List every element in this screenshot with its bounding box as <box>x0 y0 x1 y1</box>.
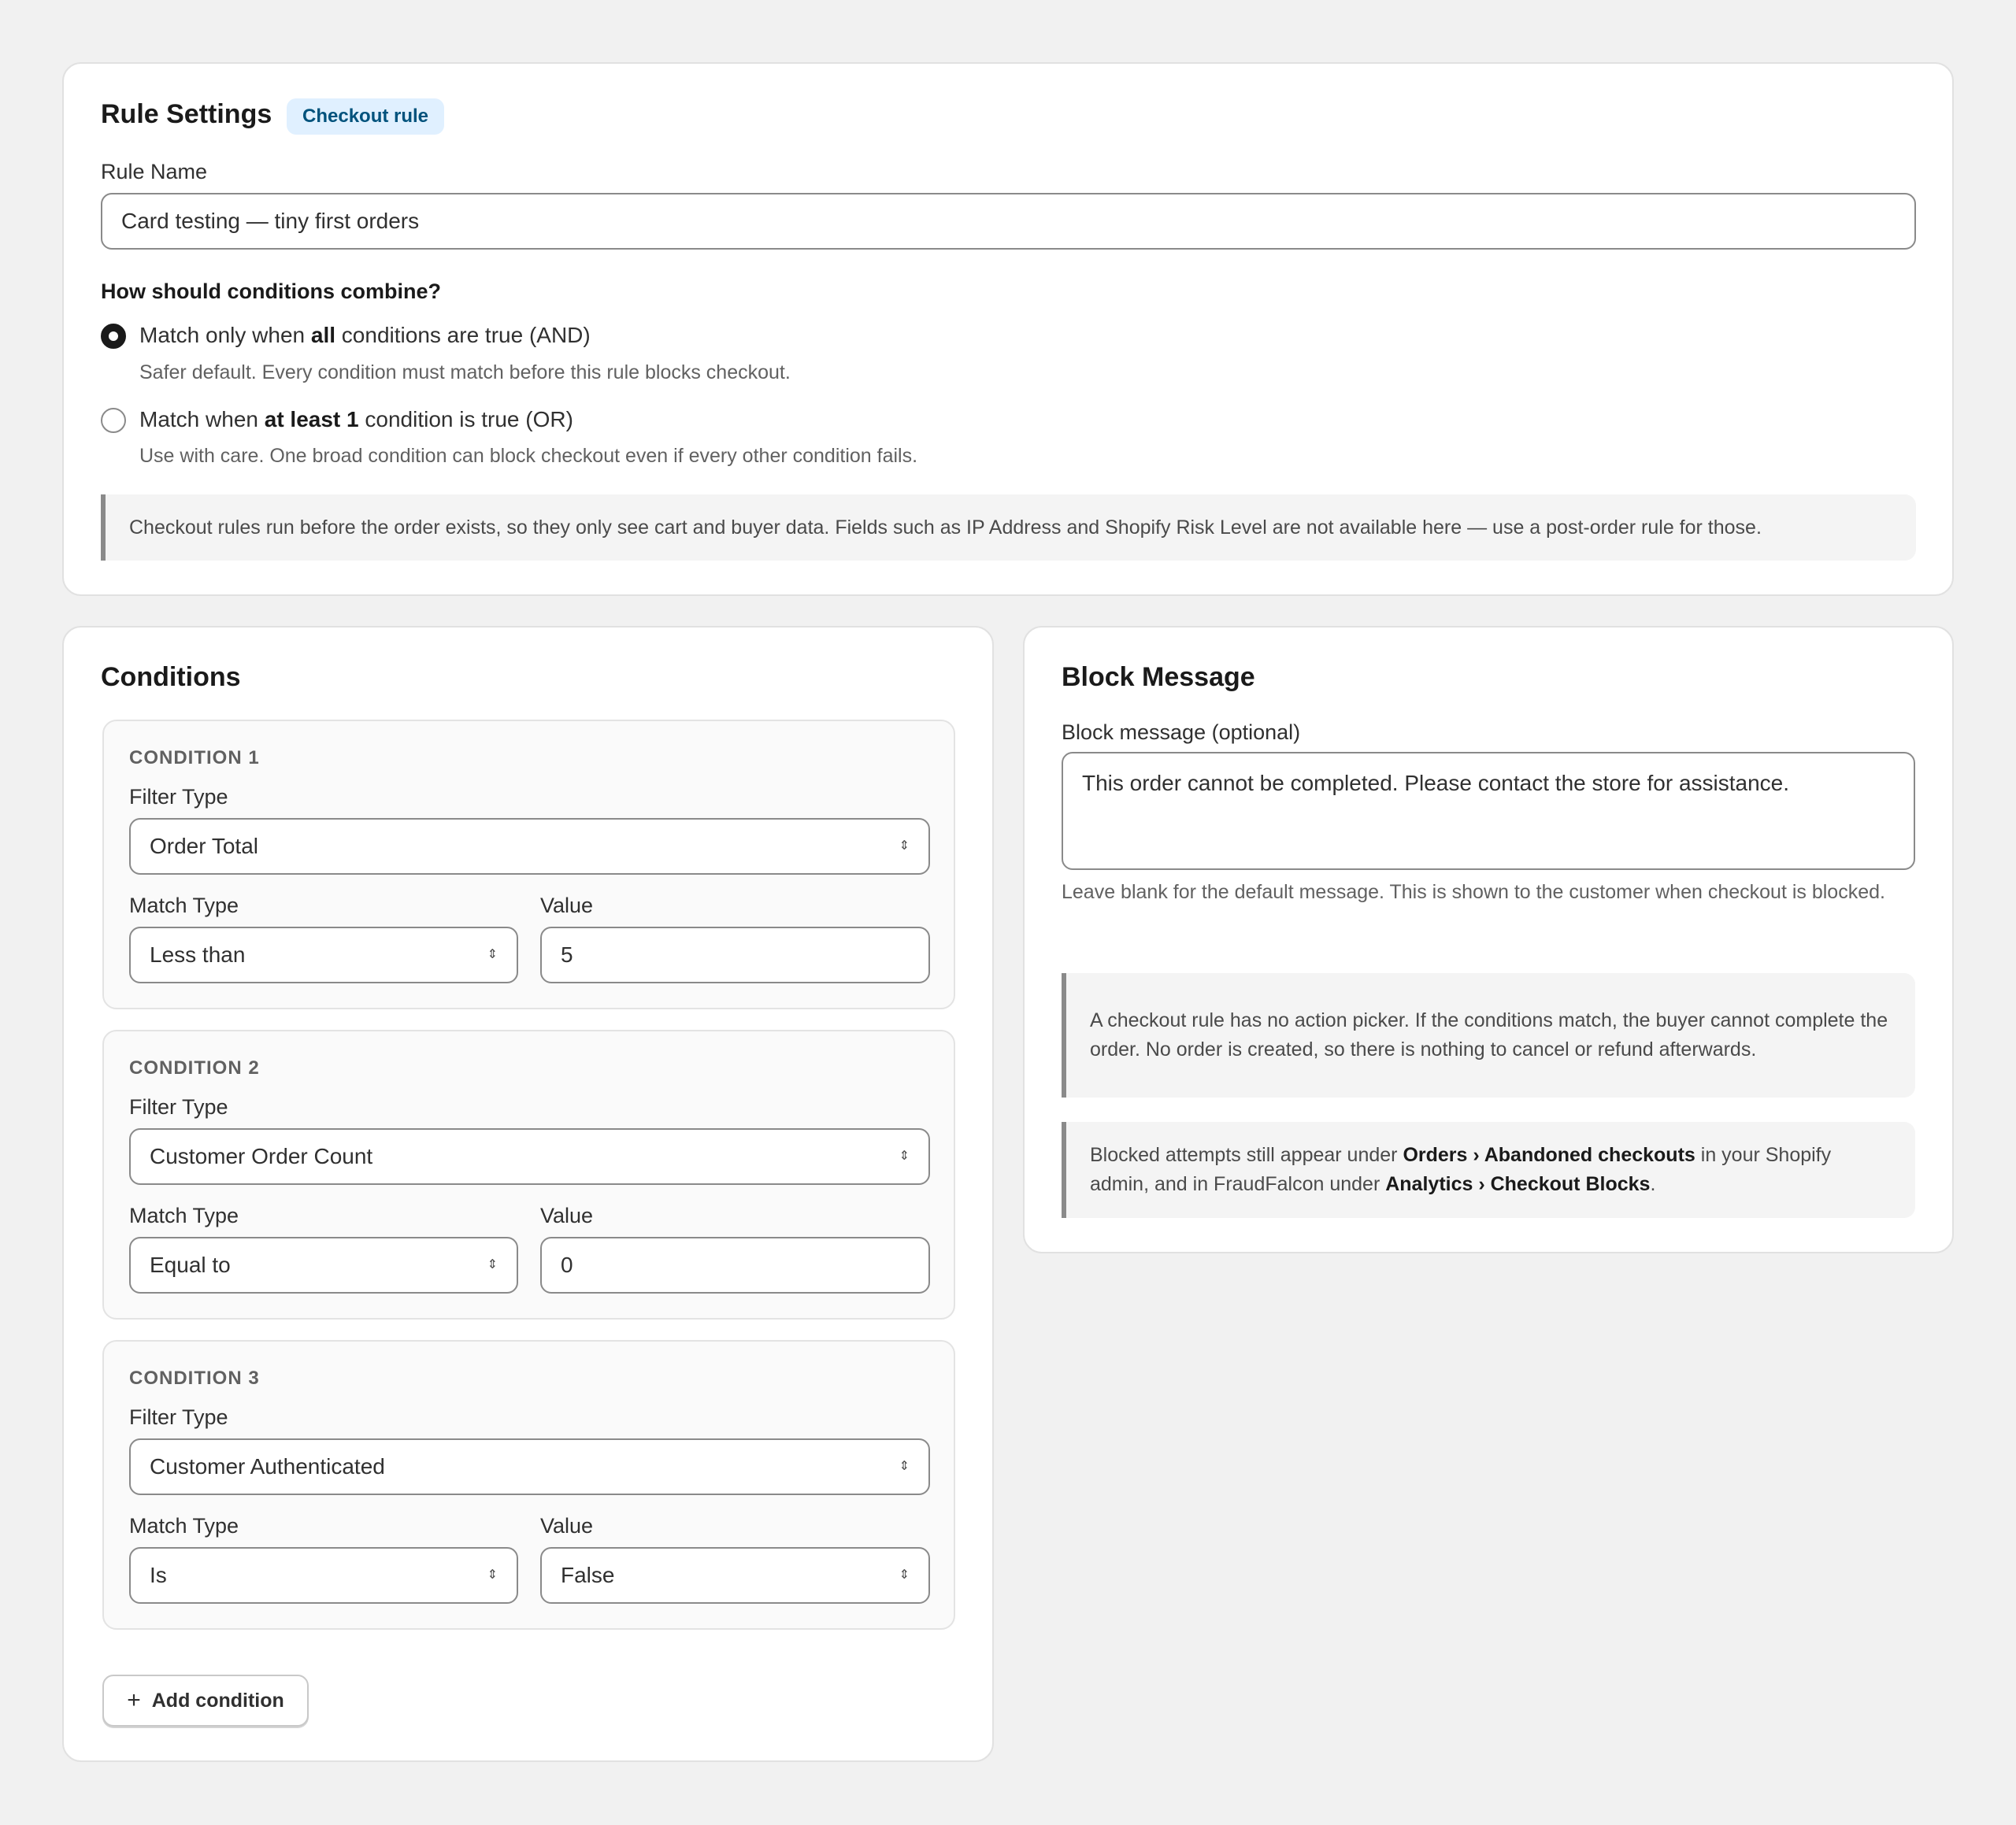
select-chevron-icon: ⇕ <box>899 839 910 853</box>
blocked-attempts-t1: Blocked attempts still appear under <box>1090 1144 1403 1166</box>
filter-type-select[interactable] <box>129 1128 930 1185</box>
block-message-help: Leave blank for the default message. This is shown to the customer when checkout is blocked. <box>1062 881 1885 903</box>
radio-and-label-bold: all <box>310 323 336 347</box>
filter-type-label: Filter Type <box>129 1405 228 1429</box>
block-message-title: Block Message <box>1062 662 1255 692</box>
value-label: Value <box>540 894 594 917</box>
filter-type-label: Filter Type <box>129 785 228 809</box>
select-chevron-icon: ⇕ <box>487 1568 498 1582</box>
select-chevron-icon: ⇕ <box>487 1258 498 1272</box>
block-message-card <box>1023 626 1954 1253</box>
filter-type-label: Filter Type <box>129 1095 228 1119</box>
blocked-attempts-t2: in your Shopify admin, and in FraudFalcon under <box>1090 1144 1832 1195</box>
value-label: Value <box>540 1204 594 1227</box>
match-type-select[interactable] <box>129 1237 518 1294</box>
block-message-value: This order cannot be completed. Please contact the store for assistance. <box>1082 771 1790 795</box>
select-chevron-icon: ⇕ <box>899 1149 910 1163</box>
conditions-title: Conditions <box>101 662 241 692</box>
select-chevron-icon: ⇕ <box>899 1460 910 1473</box>
match-type-value: Is <box>150 1563 167 1587</box>
condition-heading: CONDITION 1 <box>129 747 260 768</box>
rule-settings-card <box>62 62 1954 596</box>
no-action-callout <box>1062 973 1915 1098</box>
no-action-text: A checkout rule has no action picker. If the conditions match, the buyer cannot complete the order. No order is created, so there is nothing to cancel or refund afterwards. <box>1090 1009 1888 1061</box>
radio-and-label[interactable] <box>139 323 591 348</box>
condition-heading: CONDITION 3 <box>129 1368 260 1389</box>
value-input[interactable] <box>540 1237 930 1294</box>
radio-or-label-post: condition is true (OR) <box>358 407 573 431</box>
match-type-value: Equal to <box>150 1253 231 1277</box>
condition-card <box>102 1030 955 1320</box>
match-type-select[interactable] <box>129 927 518 983</box>
checkout-info-text: Checkout rules run before the order exists, so they only see cart and buyer data. Fields such as IP Address and Shopify Risk Level are not available here — use a post-order rule for those. <box>129 516 1762 539</box>
match-type-select[interactable] <box>129 1547 518 1604</box>
checkout-info-callout <box>101 494 1916 561</box>
radio-and[interactable] <box>101 324 126 349</box>
filter-type-value: Order Total <box>150 834 258 858</box>
radio-or[interactable] <box>101 408 126 433</box>
block-message-label: Block message (optional) <box>1062 720 1301 744</box>
condition-card <box>102 720 955 1009</box>
abandoned-checkouts-path: Orders › Abandoned checkouts <box>1403 1144 1695 1166</box>
radio-and-label-post: conditions are true (AND) <box>335 323 591 347</box>
checkout-blocks-path: Analytics › Checkout Blocks <box>1385 1173 1651 1195</box>
rule-settings-title: Rule Settings <box>101 99 272 129</box>
blocked-attempts-t3: . <box>1650 1173 1656 1195</box>
select-chevron-icon: ⇕ <box>487 948 498 961</box>
add-condition-label: Add condition <box>151 1689 284 1712</box>
filter-type-select[interactable] <box>129 818 930 875</box>
filter-type-select[interactable] <box>129 1438 930 1495</box>
plus-icon: + <box>127 1687 141 1713</box>
rule-name-input[interactable] <box>101 193 1916 250</box>
rule-name-label: Rule Name <box>101 160 208 183</box>
radio-or-label-pre: Match when <box>139 407 265 431</box>
match-type-label: Match Type <box>129 894 239 917</box>
combine-question: How should conditions combine? <box>101 279 441 303</box>
value-input-value: 0 <box>561 1253 573 1277</box>
condition-card <box>102 1340 955 1630</box>
match-type-label: Match Type <box>129 1514 239 1538</box>
filter-type-value: Customer Authenticated <box>150 1454 385 1479</box>
blocked-attempts-callout <box>1062 1122 1915 1218</box>
filter-type-value: Customer Order Count <box>150 1144 373 1168</box>
block-message-textarea[interactable] <box>1062 752 1915 870</box>
match-type-value: Less than <box>150 942 246 967</box>
blocked-attempts-text <box>1090 1141 1892 1199</box>
radio-or-label[interactable] <box>139 407 573 432</box>
match-type-label: Match Type <box>129 1204 239 1227</box>
value-label: Value <box>540 1514 594 1538</box>
value-select-value: False <box>561 1563 615 1587</box>
conditions-card <box>62 626 994 1762</box>
radio-and-label-pre: Match only when <box>139 323 311 347</box>
add-condition-button[interactable] <box>102 1675 309 1727</box>
rule-name-value: Card testing — tiny first orders <box>121 209 420 233</box>
condition-heading: CONDITION 2 <box>129 1057 260 1079</box>
radio-and-hint: Safer default. Every condition must match before this rule blocks checkout. <box>139 361 791 383</box>
value-select[interactable] <box>540 1547 930 1604</box>
rule-type-badge: Checkout rule <box>287 98 444 135</box>
value-input-value: 5 <box>561 942 573 967</box>
radio-or-label-bold: at least 1 <box>264 407 359 431</box>
radio-or-hint: Use with care. One broad condition can block checkout even if every other condition fails. <box>139 445 918 467</box>
value-input[interactable] <box>540 927 930 983</box>
select-chevron-icon: ⇕ <box>899 1568 910 1582</box>
